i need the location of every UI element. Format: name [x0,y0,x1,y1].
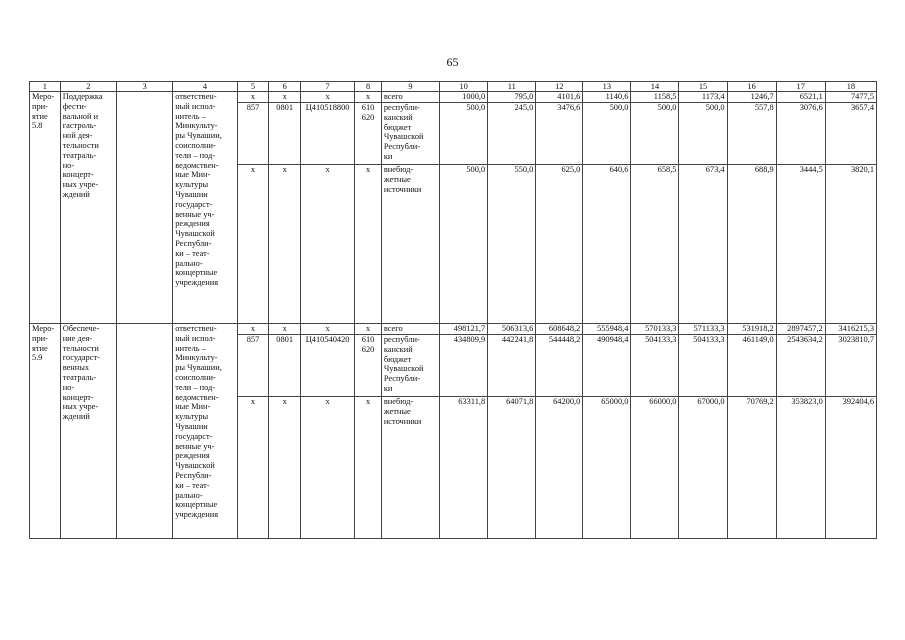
column-number: 1 [30,82,61,92]
amount-cell: 434809,9 [440,335,488,397]
column-number: 13 [583,82,631,92]
amount-cell: 63311,8 [440,397,488,539]
code-cell: 857 [237,335,269,397]
funding-source: республи- канский бюджет Чувашской Республи- ки [381,103,439,165]
column-number: 16 [727,82,776,92]
amount-cell: 245,0 [488,103,536,165]
column-number: 8 [355,82,382,92]
amount-cell: 7477,5 [825,92,876,103]
column-number: 7 [301,82,355,92]
amount-cell: 70769,2 [727,397,776,539]
code-cell: 857 [237,103,269,165]
column-number: 18 [825,82,876,92]
amount-cell: 625,0 [536,165,583,324]
empty-cell [116,92,172,324]
amount-cell: 500,0 [583,103,631,165]
amount-cell: 65000,0 [583,397,631,539]
amount-cell: 6521,1 [776,92,825,103]
amount-cell: 555948,4 [583,324,631,335]
column-number: 12 [536,82,583,92]
amount-cell: 640,6 [583,165,631,324]
column-number: 3 [116,82,172,92]
code-cell: 0801 [269,335,301,397]
amount-cell: 571133,3 [679,324,727,335]
code-cell: x [355,324,382,335]
amount-cell: 570133,3 [631,324,679,335]
column-number: 11 [488,82,536,92]
table-row [30,92,877,103]
code-cell: Ц410540420 [301,335,355,397]
code-cell: x [355,397,382,539]
amount-cell: 1173,4 [679,92,727,103]
amount-cell: 1140,6 [583,92,631,103]
amount-cell: 461149,0 [727,335,776,397]
amount-cell: 688,9 [727,165,776,324]
amount-cell: 506313,6 [488,324,536,335]
column-number: 6 [269,82,301,92]
amount-cell: 490948,4 [583,335,631,397]
amount-cell: 353823,0 [776,397,825,539]
code-cell: x [269,165,301,324]
measure-name: Поддержка фести- вальной и гастроль- ной дея- тельности театраль- но- концерт- ных учре- ждений [60,92,116,324]
code-cell: x [301,324,355,335]
code-cell: x [237,165,269,324]
amount-cell: 550,0 [488,165,536,324]
amount-cell: 1158,5 [631,92,679,103]
amount-cell: 3476,6 [536,103,583,165]
amount-cell: 64200,0 [536,397,583,539]
amount-cell: 498121,7 [440,324,488,335]
amount-cell: 500,0 [679,103,727,165]
amount-cell: 2897457,2 [776,324,825,335]
amount-cell: 3820,1 [825,165,876,324]
code-cell: 610 620 [355,335,382,397]
column-number: 14 [631,82,679,92]
amount-cell: 504133,3 [631,335,679,397]
code-cell: 610 620 [355,103,382,165]
amount-cell: 544448,2 [536,335,583,397]
funding-source: всего [381,324,439,335]
code-cell: x [237,397,269,539]
code-cell: x [237,92,269,103]
code-cell: x [269,324,301,335]
amount-cell: 658,5 [631,165,679,324]
funding-source: всего [381,92,439,103]
column-number: 9 [381,82,439,92]
amount-cell: 795,0 [488,92,536,103]
amount-cell: 1246,7 [727,92,776,103]
column-number: 15 [679,82,727,92]
column-number: 4 [173,82,237,92]
code-cell: x [355,165,382,324]
amount-cell: 2543634,2 [776,335,825,397]
amount-cell: 3657,4 [825,103,876,165]
funding-source: республи- канский бюджет Чувашской Республи- ки [381,335,439,397]
amount-cell: 500,0 [631,103,679,165]
amount-cell: 557,8 [727,103,776,165]
column-number: 10 [440,82,488,92]
empty-cell [116,324,172,539]
column-number: 2 [60,82,116,92]
measure-name: Обеспече- ние дея- тельности государст- венных театраль- но- концерт- ных учре- ждений [60,324,116,539]
amount-cell: 392404,6 [825,397,876,539]
code-cell: Ц410518800 [301,103,355,165]
amount-cell: 673,4 [679,165,727,324]
column-number: 17 [776,82,825,92]
measure-label: Меро- при- ятие 5.9 [30,324,61,539]
budget-table [29,81,877,539]
code-cell: x [269,397,301,539]
page-number: 65 [446,55,459,69]
executor-cell: ответствен- ный испол- нитель – Минкульту- ры Чувашии, соисполни- тели – под- ведомствен- ные Мин- культуры Чувашии государст- венные уч- реждения Чувашской Республи- ки – теат- рально- концертные учреждения [173,92,237,324]
measure-label: Меро- при- ятие 5.8 [30,92,61,324]
column-number: 5 [237,82,269,92]
amount-cell: 3023810,7 [825,335,876,397]
amount-cell: 66000,0 [631,397,679,539]
amount-cell: 500,0 [440,103,488,165]
code-cell: x [301,92,355,103]
amount-cell: 3416215,3 [825,324,876,335]
funding-source: внебюд- жетные источники [381,397,439,539]
code-cell: x [237,324,269,335]
amount-cell: 67000,0 [679,397,727,539]
amount-cell: 1000,0 [440,92,488,103]
code-cell: x [269,92,301,103]
amount-cell: 442241,8 [488,335,536,397]
column-number-row [30,82,877,92]
code-cell: x [301,397,355,539]
amount-cell: 3444,5 [776,165,825,324]
funding-source: внебюд- жетные источники [381,165,439,324]
amount-cell: 64071,8 [488,397,536,539]
executor-cell: ответствен- ный испол- нитель – Минкульту- ры Чувашии, соисполни- тели – под- ведомствен- ные Мин- культуры Чувашии государст- венные уч- реждения Чувашской Республи- ки – теат- рально- концертные учреждения [173,324,237,539]
table-row [30,324,877,335]
amount-cell: 500,0 [440,165,488,324]
code-cell: 0801 [269,103,301,165]
amount-cell: 504133,3 [679,335,727,397]
code-cell: x [355,92,382,103]
amount-cell: 608648,2 [536,324,583,335]
amount-cell: 4101,6 [536,92,583,103]
amount-cell: 531918,2 [727,324,776,335]
code-cell: x [301,165,355,324]
amount-cell: 3076,6 [776,103,825,165]
